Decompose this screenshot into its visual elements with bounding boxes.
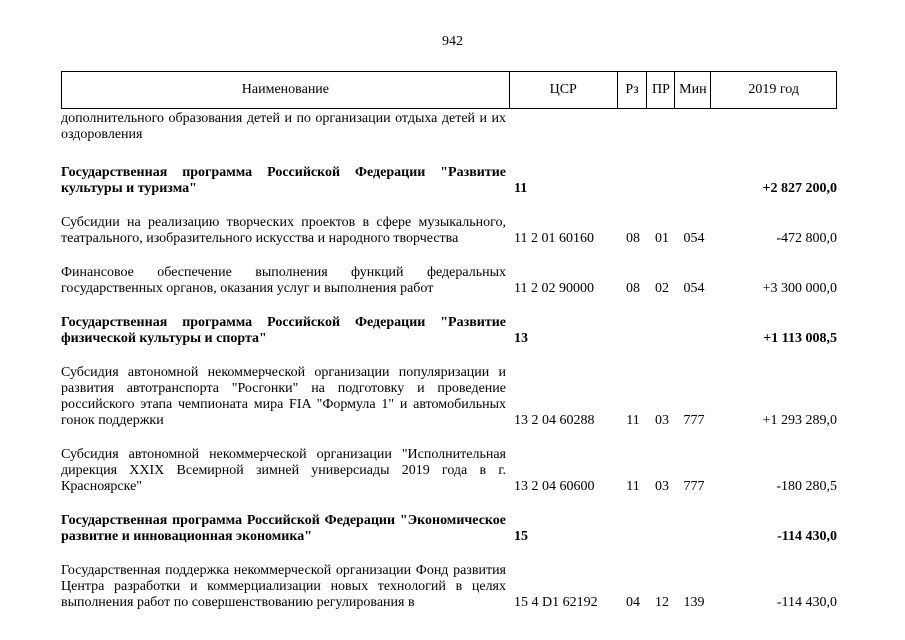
row-pr: 01 xyxy=(655,231,669,246)
row-rz: 08 xyxy=(626,281,640,296)
row-csr: 15 xyxy=(514,529,528,544)
row-min: 054 xyxy=(683,231,705,246)
row-pr: 03 xyxy=(655,479,669,494)
table-row xyxy=(61,365,837,429)
row-csr: 13 2 04 60288 xyxy=(514,413,595,428)
header-rz: Рз xyxy=(618,72,648,108)
row-csr: 11 2 02 90000 xyxy=(514,281,594,296)
row-csr: 11 2 01 60160 xyxy=(514,231,594,246)
row-amount: +1 293 289,0 xyxy=(762,413,837,428)
row-rz: 11 xyxy=(626,479,640,494)
row-name: Государственная программа Российской Федерации "Развитие культуры и туризма" xyxy=(61,165,506,196)
row-name: Субсидии на реализацию творческих проектов в сфере музыкального, театрального, изобразительного искусства и народного творчества xyxy=(61,215,506,246)
header-min: Мин xyxy=(675,72,711,108)
row-amount: -472 800,0 xyxy=(776,231,837,246)
row-amount: -180 280,5 xyxy=(776,479,837,494)
table-body xyxy=(61,111,837,629)
header-year: 2019 год xyxy=(748,82,799,97)
row-pr: 12 xyxy=(655,595,669,610)
row-name: дополнительного образования детей и по организации отдыха детей и их оздоровления xyxy=(61,111,506,142)
row-name: Государственная программа Российской Федерации "Экономическое развитие и инновационная экономика" xyxy=(61,513,506,544)
row-name: Субсидия автономной некоммерческой организации "Исполнительная дирекция XXIX Всемирной зимней универсиады 2019 года в г. Красноярске" xyxy=(61,447,506,494)
header-csr: ЦСР xyxy=(510,72,618,108)
table-row xyxy=(61,315,837,347)
row-csr: 11 xyxy=(514,181,528,196)
row-name: Государственная программа Российской Федерации "Развитие физической культуры и спорта" xyxy=(61,315,506,346)
row-csr: 13 2 04 60600 xyxy=(514,479,595,494)
row-pr: 03 xyxy=(655,413,669,428)
row-amount: -114 430,0 xyxy=(776,595,837,610)
table-row xyxy=(61,563,837,611)
header-name: Наименование xyxy=(62,72,510,108)
row-name: Государственная поддержка некоммерческой организации Фонд развития Центра разработки и коммерциализации новых технологий в целях выполнения работ по совершенствованию регулирования в xyxy=(61,563,506,610)
page-number: 942 xyxy=(442,34,463,49)
row-amount: +1 113 008,5 xyxy=(763,331,837,346)
table-row xyxy=(61,215,837,247)
row-min: 777 xyxy=(683,479,705,494)
row-csr: 15 4 D1 62192 xyxy=(514,595,598,610)
table-header xyxy=(61,71,837,109)
row-min: 139 xyxy=(683,595,705,610)
table-row xyxy=(61,513,837,545)
row-amount: -114 430,0 xyxy=(777,529,837,544)
row-name: Финансовое обеспечение выполнения функций федеральных государственных органов, оказания услуг и выполнения работ xyxy=(61,265,506,296)
row-min: 777 xyxy=(683,413,705,428)
row-rz: 04 xyxy=(626,595,640,610)
row-name: Субсидия автономной некоммерческой организации популяризации и развития автотранспорта "Росгонки" на подготовку и проведение российского этапа чемпионата мира FIA "Формула 1" и автомобильных гонок поддержки xyxy=(61,365,506,428)
row-pr: 02 xyxy=(655,281,669,296)
header-pr: ПР xyxy=(647,72,675,108)
row-csr: 13 xyxy=(514,331,528,346)
row-amount: +2 827 200,0 xyxy=(762,181,837,196)
row-min: 054 xyxy=(683,281,705,296)
row-amount: +3 300 000,0 xyxy=(762,281,837,296)
table-row xyxy=(61,111,837,143)
table-row xyxy=(61,165,837,197)
table-row xyxy=(61,447,837,495)
row-rz: 08 xyxy=(626,231,640,246)
table-row xyxy=(61,265,837,297)
row-rz: 11 xyxy=(626,413,640,428)
